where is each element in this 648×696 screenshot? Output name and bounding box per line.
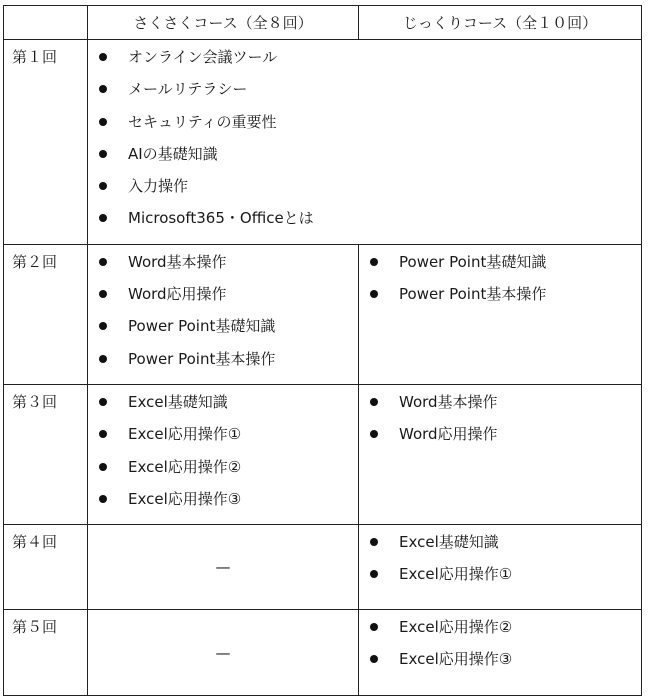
list-item: セキュリティの重要性 <box>88 111 641 143</box>
course-schedule-table <box>3 5 642 696</box>
list-item: Word基本操作 <box>88 251 358 283</box>
session-label: 第２回 <box>4 244 88 384</box>
topic-list <box>88 40 641 244</box>
header-corner <box>4 6 88 40</box>
header-row <box>4 6 642 40</box>
list-item: Excel基礎知識 <box>359 531 641 563</box>
topic-list <box>359 245 641 320</box>
topic-list <box>88 385 358 524</box>
list-item: Excel基礎知識 <box>88 391 358 423</box>
list-item: Microsoft365・Officeとは <box>88 207 641 239</box>
list-item: オンライン会議ツール <box>88 46 641 78</box>
no-session-dash: — <box>88 610 359 696</box>
jikkuri-cell <box>359 525 642 610</box>
saku-cell <box>88 384 359 524</box>
session-label: 第５回 <box>4 610 88 696</box>
list-item: Word基本操作 <box>359 391 641 423</box>
jikkuri-cell <box>359 244 642 384</box>
list-item: Power Point基礎知識 <box>359 251 641 283</box>
list-item: Excel応用操作② <box>88 456 358 488</box>
list-item: Power Point基本操作 <box>359 283 641 315</box>
list-item: Excel応用操作③ <box>359 648 641 680</box>
table-row <box>4 244 642 384</box>
no-session-dash: — <box>88 525 359 610</box>
list-item: Excel応用操作① <box>359 563 641 595</box>
list-item: Power Point基礎知識 <box>88 315 358 347</box>
topic-list <box>359 385 641 460</box>
header-saku-course: さくさくコース（全８回） <box>88 6 359 40</box>
list-item: 入力操作 <box>88 175 641 207</box>
list-item: Excel応用操作② <box>359 616 641 648</box>
list-item: Power Point基本操作 <box>88 348 358 380</box>
table-row <box>4 40 642 245</box>
list-item: AIの基礎知識 <box>88 143 641 175</box>
topic-list <box>359 525 641 600</box>
table-row <box>4 610 642 696</box>
list-item: メールリテラシー <box>88 78 641 110</box>
table-row <box>4 384 642 524</box>
session-label: 第１回 <box>4 40 88 245</box>
jikkuri-cell <box>359 610 642 696</box>
session-label: 第３回 <box>4 384 88 524</box>
session-cell-merged <box>88 40 642 245</box>
list-item: Excel応用操作① <box>88 423 358 455</box>
list-item: Word応用操作 <box>359 423 641 455</box>
topic-list <box>359 610 641 685</box>
table-row <box>4 525 642 610</box>
saku-cell <box>88 244 359 384</box>
topic-list <box>88 245 358 384</box>
header-jikkuri-course: じっくりコース（全１０回） <box>359 6 642 40</box>
list-item: Excel応用操作③ <box>88 488 358 520</box>
list-item: Word応用操作 <box>88 283 358 315</box>
jikkuri-cell <box>359 384 642 524</box>
session-label: 第４回 <box>4 525 88 610</box>
